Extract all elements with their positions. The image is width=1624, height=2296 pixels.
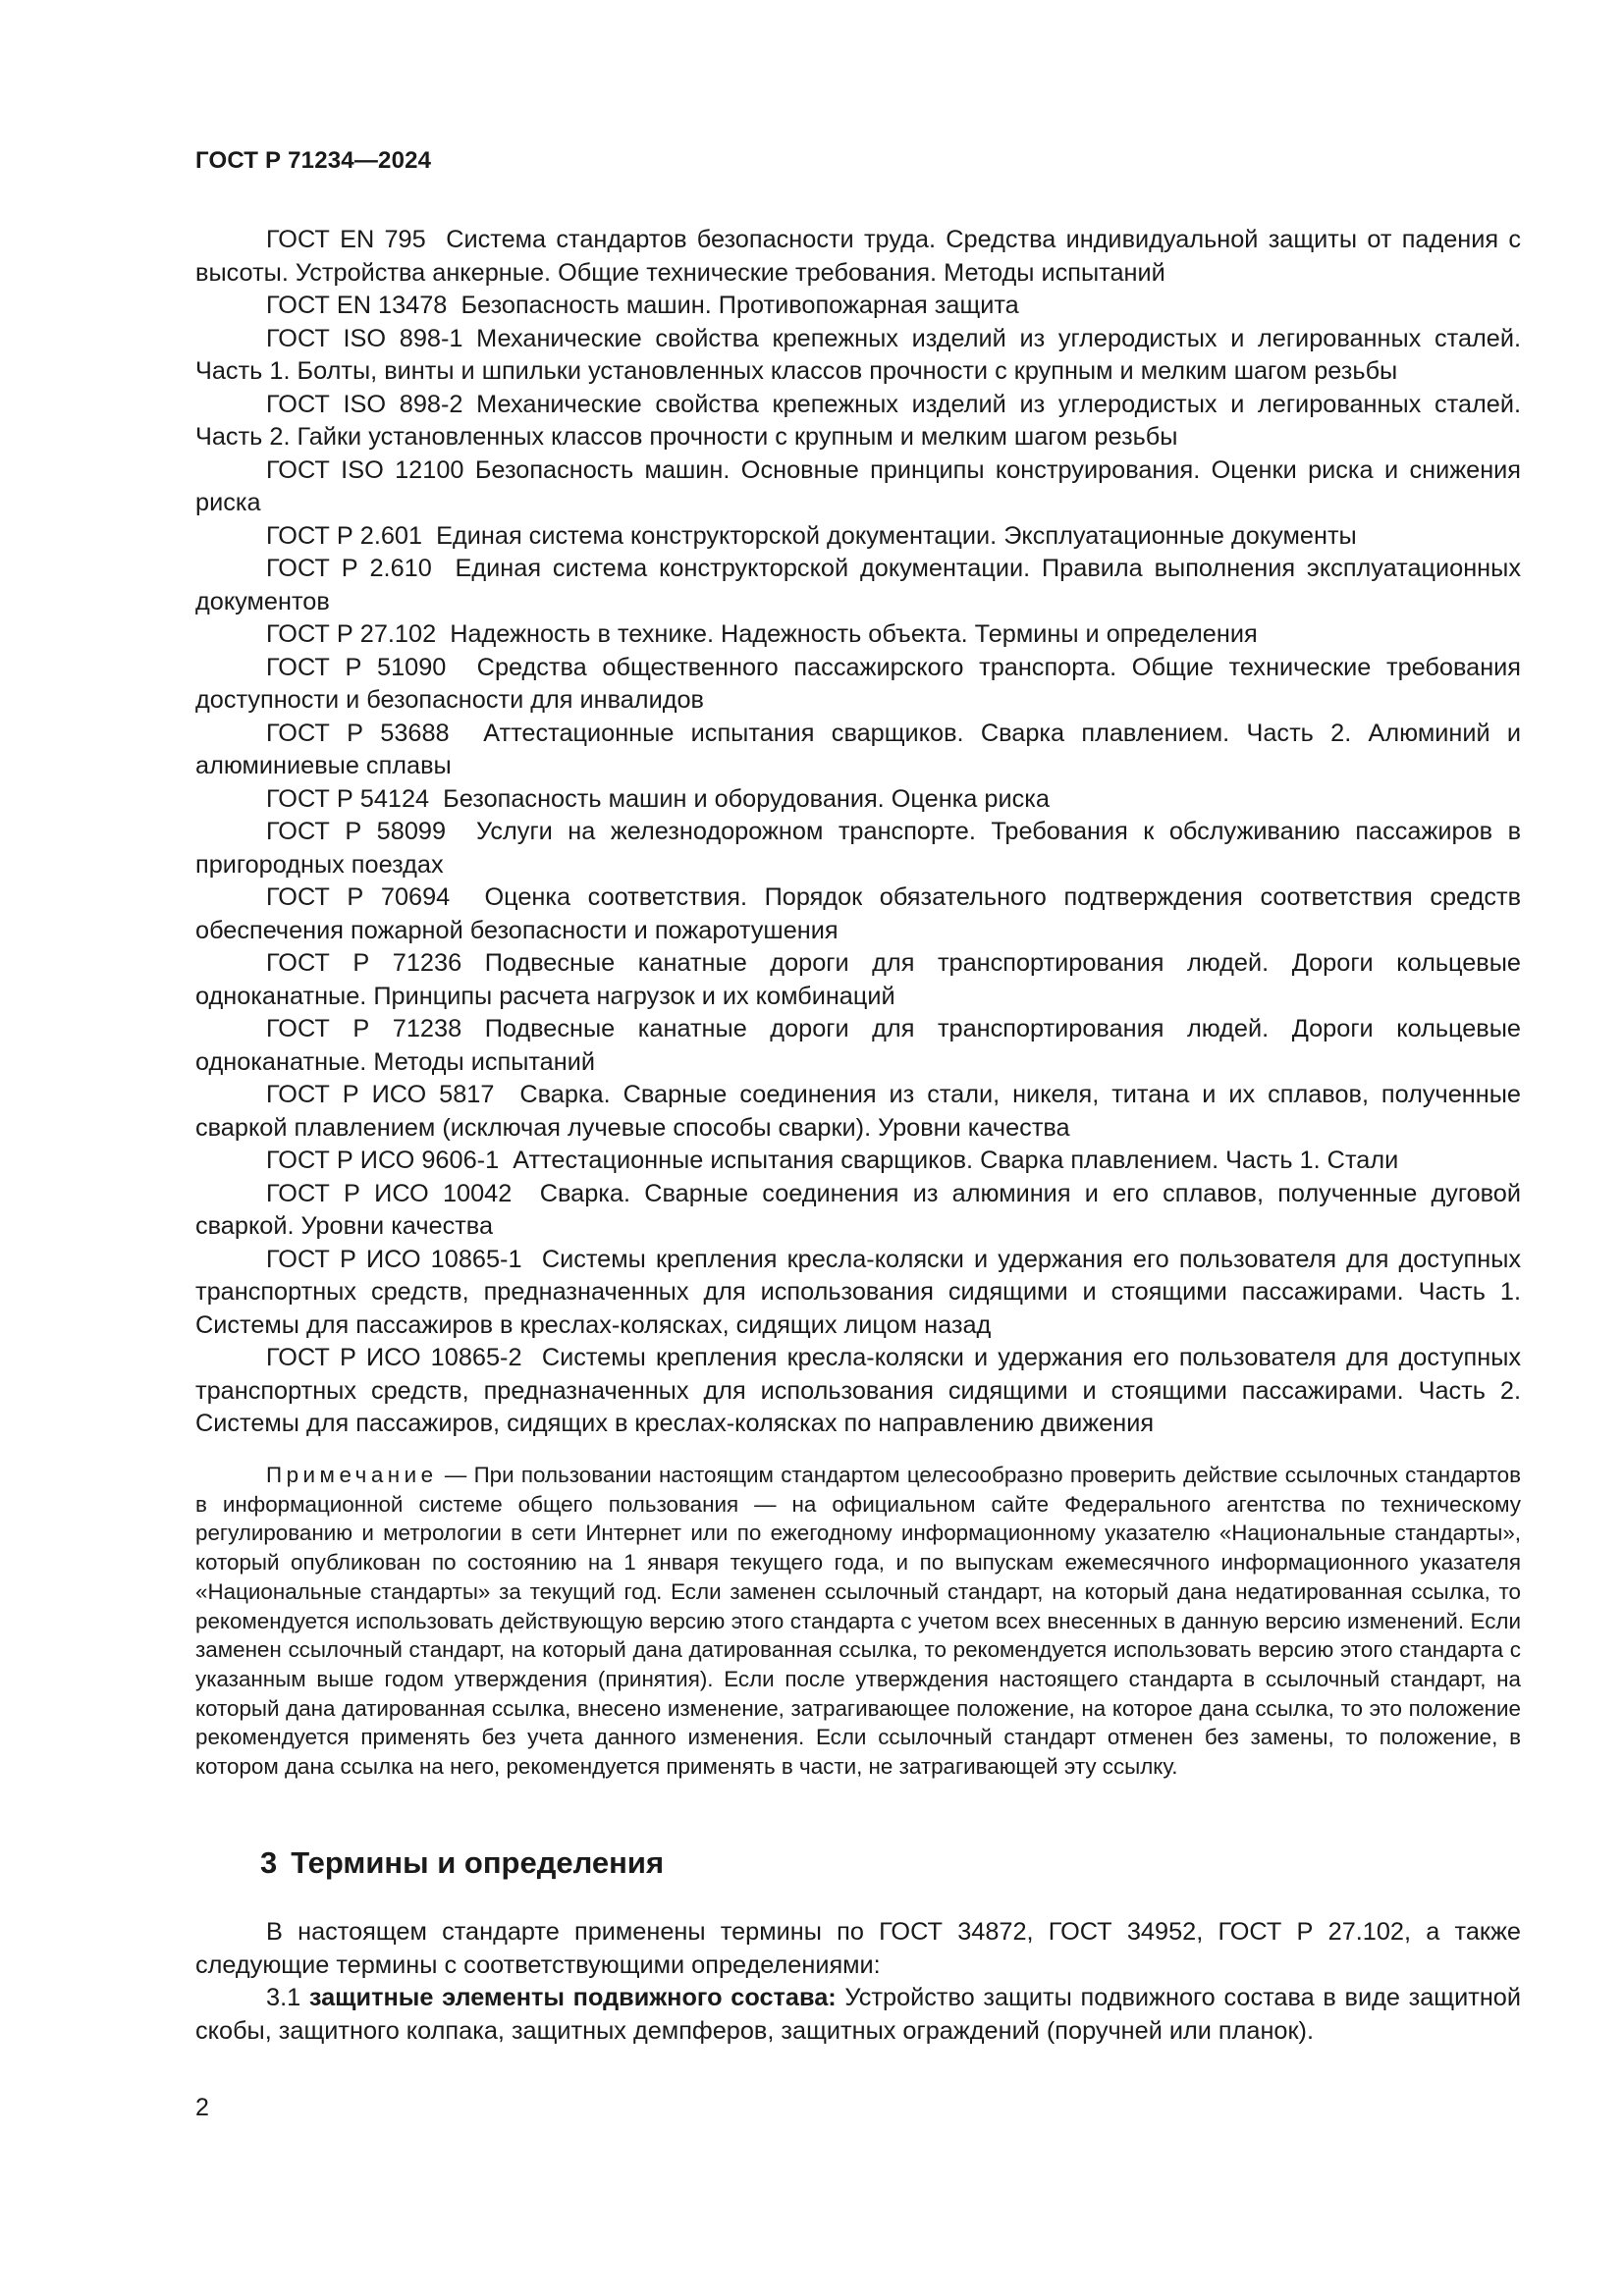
reference-title: Системы крепления кресла-коляски и удержания его пользователя для доступных транспортных средств, предназначенных для использования сидящими и стоящими пассажирами. Часть 1. Системы для пассажиров в креслах-колясках, сидящих лицом назад	[195, 1245, 1522, 1339]
reference-code: ГОСТ ISO 898-2	[266, 390, 463, 418]
reference-title: Средства общественного пассажирского транспорта. Общие технические требования доступности и безопасности для инвалидов	[195, 653, 1522, 714]
reference-title: Услуги на железнодорожном транспорте. Требования к обслуживанию пассажиров в пригородных поездах	[195, 818, 1522, 879]
reference-code: ГОСТ Р 70694	[266, 883, 451, 911]
section-intro: В настоящем стандарте применены термины по ГОСТ 34872, ГОСТ 34952, ГОСТ Р 27.102, а также следующие термины с соответствующими определениями:	[195, 1918, 1521, 1979]
term-definition	[195, 1982, 1521, 2048]
reference-title: Сварка. Сварные соединения из стали, никеля, титана и их сплавов, полученные сваркой плавлением (исключая лучевые способы сварки). Уровни качества	[195, 1081, 1521, 1142]
reference-title: Единая система конструкторской документации. Эксплуатационные документы	[436, 521, 1357, 550]
note-text: — При пользовании настоящим стандартом целесообразно проверить действие ссылочных стандартов в информационной системе общего пользования — на официальном сайте Федерального агентства по техническому регулированию и метрологии в сети Интернет или по ежегодному информационному указателю «Национальные стандарты», который опубликован по состоянию на 1 января текущего года, и по выпускам ежемесячного информационного указателя «Национальные стандарты» за текущий год. Если заменен ссылочный стандарт, на который дана недатированная ссылка, то рекомендуется использовать действующую версию этого стандарта с учетом всех внесенных в данную версию изменений. Если заменен ссылочный стандарт, на который дана датированная ссылка, то рекомендуется использовать версию этого стандарта с указанным выше годом утверждения (принятия). Если после утверждения настоящего стандарта в ссылочный стандарт, на который дана датированная ссылка, внесено изменение, затрагивающее положение, на которое дана ссылка, то это положение рекомендуется применять без учета данного изменения. Если ссылочный стандарт отменен без замены, то положение, в котором дана ссылка на него, рекомендуется применять в части, не затрагивающей эту ссылку.	[195, 1463, 1521, 1780]
reference-code: ГОСТ Р 2.601	[266, 521, 423, 550]
reference-item	[195, 553, 1521, 618]
reference-item	[195, 520, 1521, 554]
document-header: ГОСТ Р 71234—2024	[195, 147, 432, 174]
term-number: 3.1	[266, 1984, 301, 2011]
reference-item	[195, 224, 1521, 290]
reference-code: ГОСТ Р 27.102	[266, 620, 437, 648]
reference-item	[195, 323, 1521, 389]
reference-code: ГОСТ ISO 898-1	[266, 324, 463, 352]
reference-item	[195, 783, 1521, 817]
normative-references-list	[195, 224, 1521, 1441]
reference-item	[195, 1145, 1521, 1178]
reference-title: Надежность в технике. Надежность объекта. Термины и определения	[450, 620, 1258, 648]
reference-code: ГОСТ Р ИСО 10042	[266, 1179, 513, 1207]
reference-code: ГОСТ Р 58099	[266, 818, 447, 845]
note-label: Примечание	[266, 1463, 438, 1487]
reference-title: Подвесные канатные дороги для транспортирования людей. Дороги кольцевые одноканатные. Принципы расчета нагрузок и их комбинаций	[195, 949, 1521, 1010]
section-number: 3	[260, 1845, 278, 1880]
reference-title: Система стандартов безопасности труда. Средства индивидуальной защиты от падения с высоты. Устройства анкерные. Общие технические требования. Методы испытаний	[195, 226, 1521, 287]
reference-item	[195, 1178, 1521, 1244]
reference-title: Безопасность машин. Противопожарная защита	[460, 292, 1019, 319]
reference-title: Аттестационные испытания сварщиков. Сварка плавлением. Часть 1. Стали	[513, 1147, 1399, 1174]
reference-item	[195, 652, 1521, 718]
reference-code: ГОСТ Р ИСО 5817	[266, 1081, 495, 1108]
reference-item	[195, 618, 1521, 652]
reference-item	[195, 816, 1521, 881]
section-title-text: Термины и определения	[291, 1845, 665, 1880]
section-heading	[260, 1845, 664, 1881]
reference-code: ГОСТ Р 53688	[266, 719, 450, 747]
reference-title: Безопасность машин и оборудования. Оценка риска	[443, 784, 1050, 813]
reference-title: Подвесные канатные дороги для транспортирования людей. Дороги кольцевые одноканатные. Методы испытаний	[195, 1015, 1521, 1076]
reference-item	[195, 1244, 1521, 1343]
reference-title: Системы крепления кресла-коляски и удержания его пользователя для доступных транспортных средств, предназначенных для использования сидящими и стоящими пассажирами. Часть 2. Системы для пассажиров, сидящих в креслах-колясках по направлению движения	[195, 1344, 1522, 1437]
reference-code: ГОСТ Р ИСО 9606-1	[266, 1147, 500, 1174]
reference-item	[195, 881, 1521, 947]
reference-item	[195, 1342, 1521, 1441]
page-number: 2	[195, 2094, 209, 2121]
reference-code: ГОСТ Р 2.610	[266, 555, 432, 582]
reference-item	[195, 947, 1521, 1013]
references-note	[195, 1461, 1521, 1782]
reference-code: ГОСТ EN 795	[266, 226, 426, 253]
term-definition-text: Устройство защиты подвижного состава в виде защитной скобы, защитного колпака, защитных демпферов, защитных ограждений (поручней или планок).	[195, 1984, 1521, 2045]
reference-item	[195, 1013, 1521, 1079]
reference-title: Единая система конструкторской документации. Правила выполнения эксплуатационных документов	[195, 555, 1521, 615]
reference-item	[195, 454, 1521, 520]
reference-code: ГОСТ EN 13478	[266, 292, 448, 319]
reference-code: ГОСТ Р 54124	[266, 784, 430, 813]
reference-item	[195, 290, 1521, 323]
reference-title: Механические свойства крепежных изделий из углеродистых и легированных сталей. Часть 1. Болты, винты и шпильки установленных классов прочности с крупным и мелким шагом резьбы	[195, 324, 1522, 385]
reference-title: Аттестационные испытания сварщиков. Сварка плавлением. Часть 2. Алюминий и алюминиевые сплавы	[195, 719, 1521, 779]
reference-code: ГОСТ Р ИСО 10865-2	[266, 1344, 522, 1371]
reference-item	[195, 1079, 1521, 1145]
section-body	[195, 1916, 1521, 2048]
term-name: защитные элементы подвижного состава:	[308, 1984, 837, 2011]
reference-item	[195, 718, 1521, 783]
reference-code: ГОСТ Р 71236	[266, 949, 462, 977]
reference-code: ГОСТ ISO 12100	[266, 455, 464, 484]
reference-code: ГОСТ Р 51090	[266, 653, 447, 681]
reference-title: Оценка соответствия. Порядок обязательного подтверждения соответствия средств обеспечения пожарной безопасности и пожаротушения	[195, 883, 1522, 944]
reference-title: Безопасность машин. Основные принципы конструирования. Оценки риска и снижения риска	[195, 455, 1521, 516]
reference-code: ГОСТ Р ИСО 10865-1	[266, 1245, 522, 1273]
reference-title: Сварка. Сварные соединения из алюминия и его сплавов, полученные дуговой сваркой. Уровни качества	[195, 1179, 1521, 1240]
reference-item	[195, 389, 1521, 454]
reference-title: Механические свойства крепежных изделий из углеродистых и легированных сталей. Часть 2. Гайки установленных классов прочности с крупным и мелким шагом резьбы	[195, 390, 1522, 451]
reference-code: ГОСТ Р 71238	[266, 1015, 462, 1042]
